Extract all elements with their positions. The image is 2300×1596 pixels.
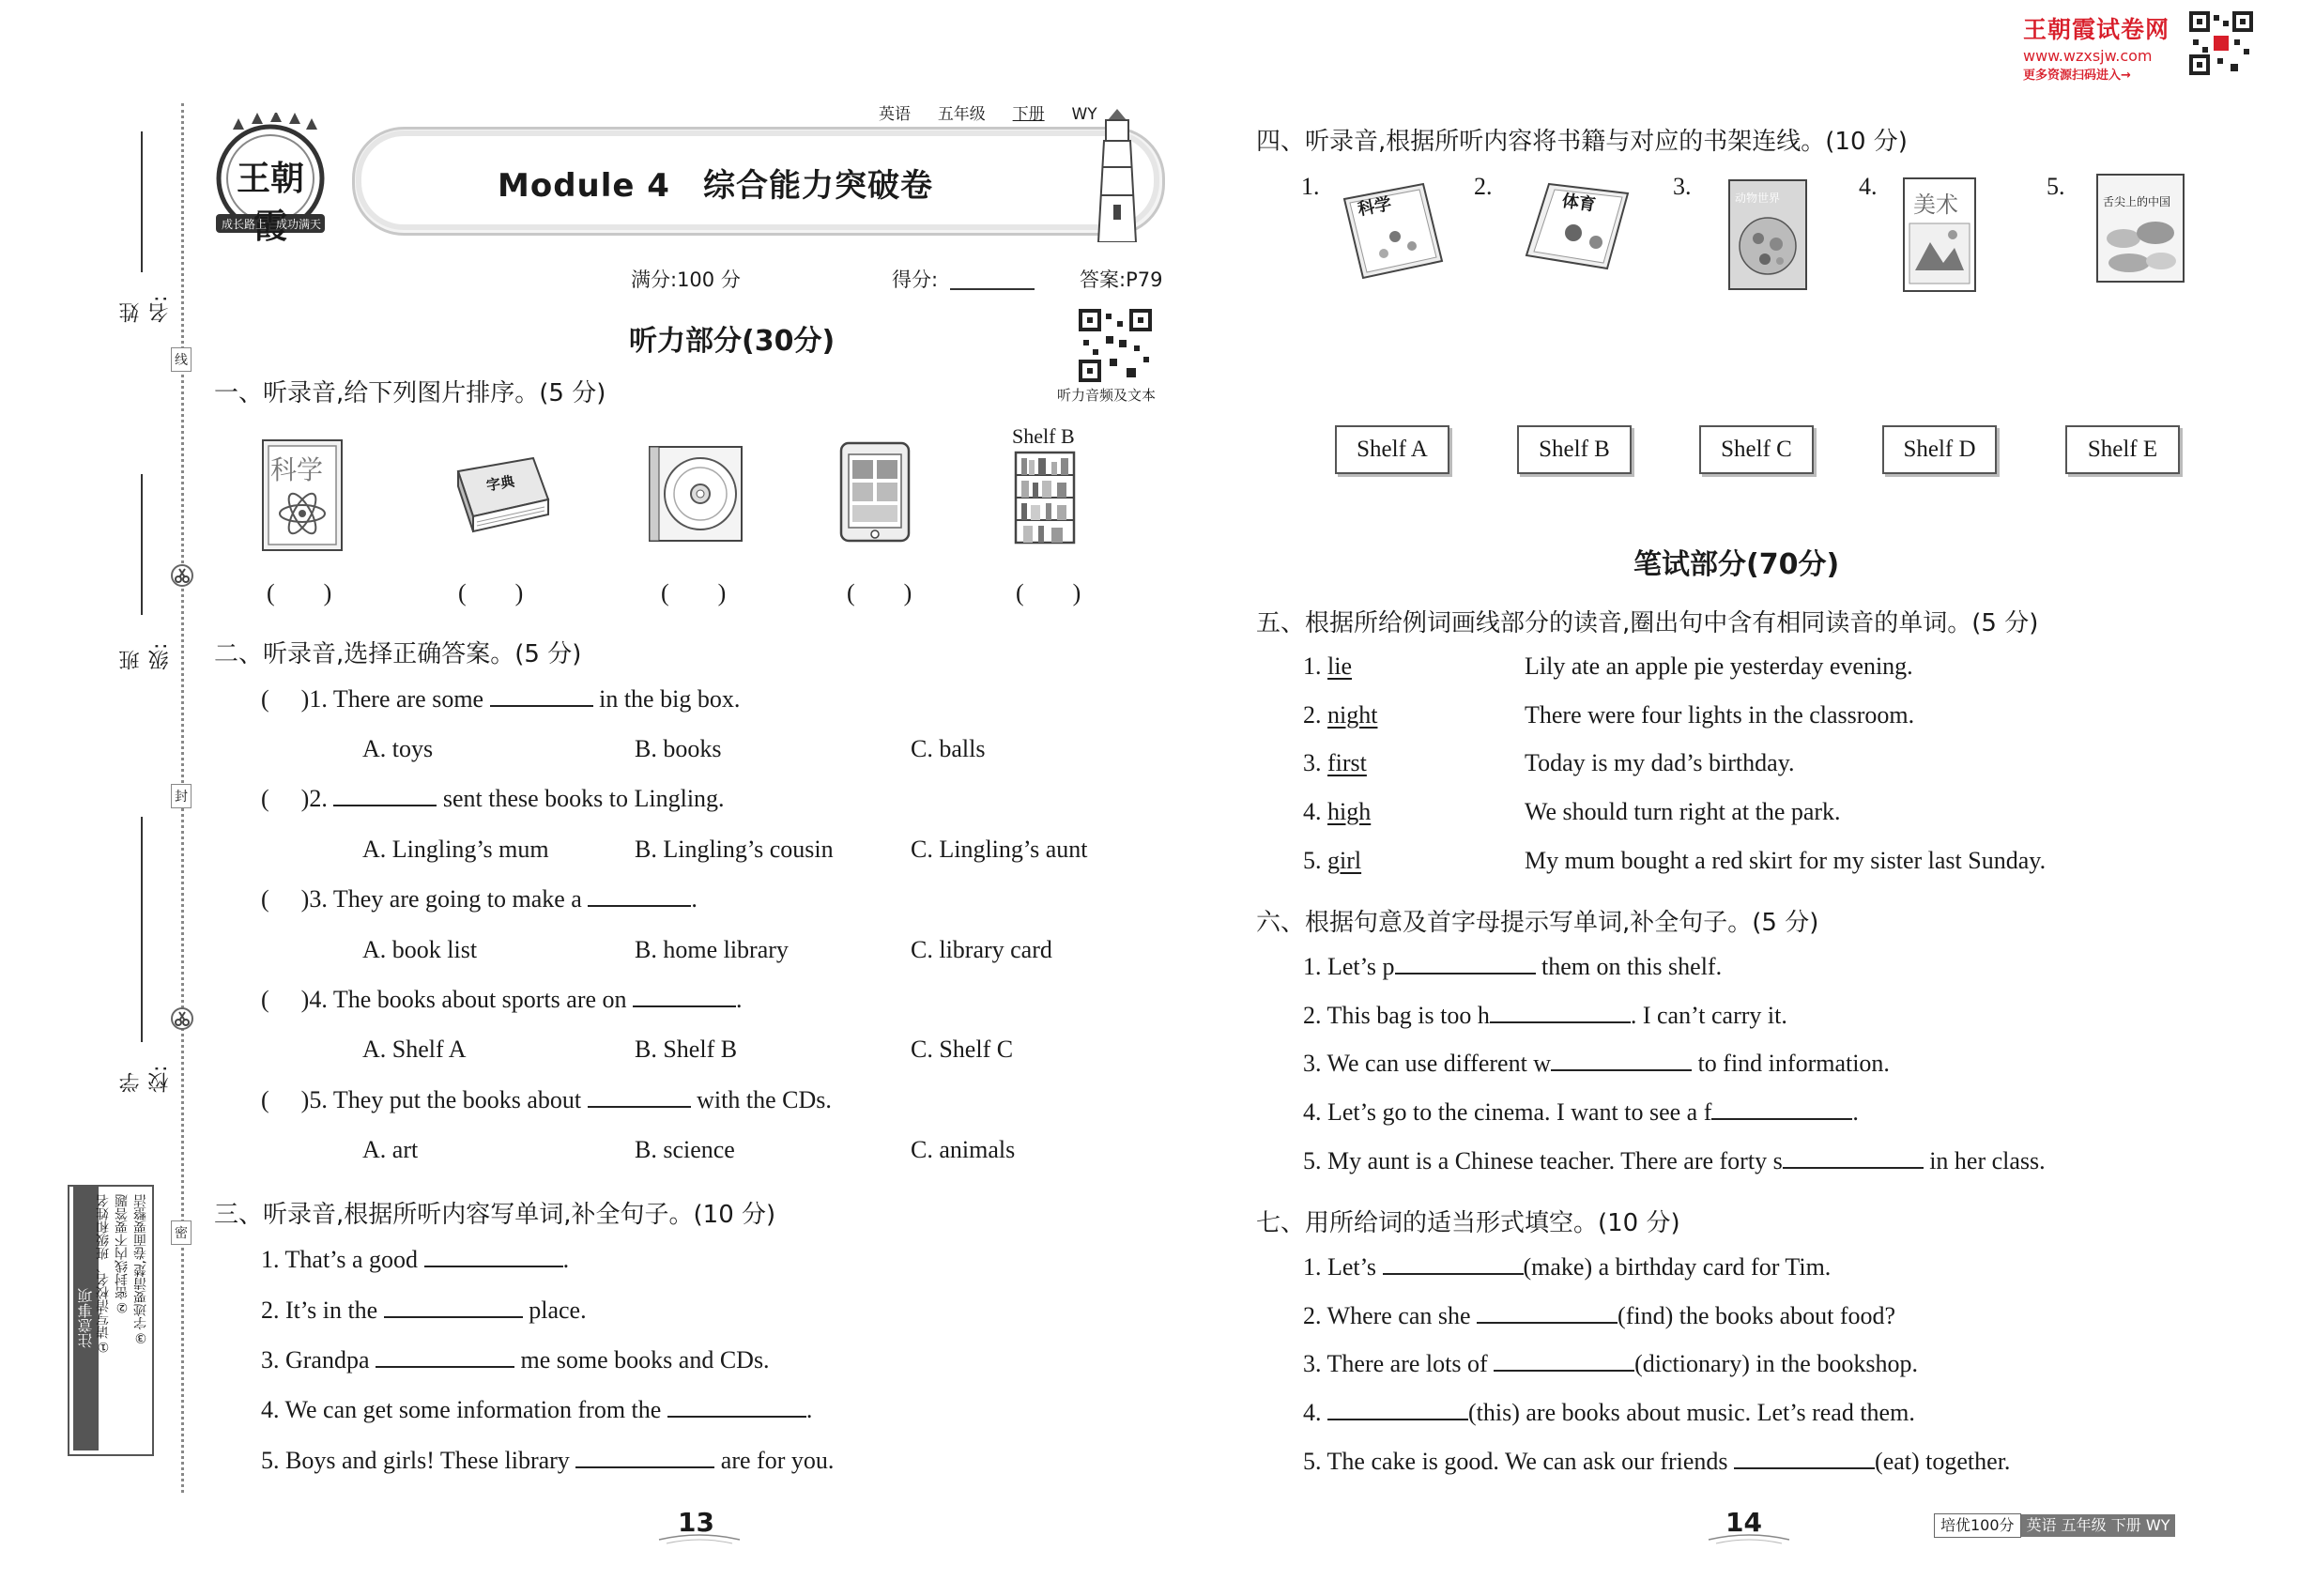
s7-item-5-blank[interactable] (1734, 1449, 1875, 1469)
s4-book-3[interactable] (1727, 178, 1808, 291)
s2-q5-blank[interactable] (588, 1087, 691, 1108)
food-book-icon (2095, 173, 2185, 284)
s5-item-5-num: 5. (1303, 847, 1327, 874)
tablet-icon (837, 439, 912, 545)
s5-item-2-word: night (1327, 701, 1378, 729)
cut-mark-2: 封 (171, 784, 192, 808)
s2-q2-opt-a[interactable]: A. Lingling’s mum (362, 836, 549, 863)
s2-q1-opt-a[interactable]: A. toys (362, 735, 434, 762)
s4-book-4-label: 美术 (1913, 192, 1958, 218)
page-number-left: 13 (678, 1507, 714, 1538)
shelf-d-box[interactable]: Shelf D (1882, 425, 1997, 474)
s3-item-1 (261, 1246, 569, 1274)
s2-q4: ( )4. The books about sports are on . (261, 986, 743, 1013)
s4-num-1: 1. (1301, 173, 1320, 200)
listening-heading: 听力部分(30分) (629, 325, 836, 358)
s6-item-4-a: 4. Let’s go to the cinema. I want to see a f (1303, 1098, 1712, 1126)
full-score: 满分:100 分 (631, 269, 741, 291)
s5-item-4 (1303, 798, 1371, 826)
s3-title: 三、听录音,根据所听内容写单词,补全句子。(10 分) (214, 1201, 776, 1229)
name-label: 姓 名: (119, 282, 172, 323)
shelf-b-box[interactable]: Shelf B (1517, 425, 1632, 474)
s3-item-1-blank[interactable] (424, 1247, 563, 1267)
score-field[interactable] (950, 288, 1035, 290)
s6-item-1-b: them on this shelf. (1541, 953, 1723, 980)
s5-item-5 (1303, 847, 1361, 875)
s5-item-1-num: 1. (1303, 652, 1327, 680)
s1-answer-3[interactable]: ( ) (661, 579, 727, 606)
s6-item-5-a: 5. My aunt is a Chinese teacher. There are forty s (1303, 1147, 1783, 1174)
cd-icon (646, 443, 745, 546)
s2-q4-opt-a[interactable]: A. Shelf A (362, 1036, 467, 1063)
s5-item-3-word: first (1327, 749, 1367, 776)
site-name: 王朝霞试卷网 (2023, 16, 2170, 43)
s6-item-5-b: in her class. (1929, 1147, 2046, 1174)
s6-title: 六、根据句意及首字母提示写单词,补全句子。(5 分) (1256, 909, 1819, 937)
s5-item-3 (1303, 749, 1367, 777)
s5-item-5-word: girl (1327, 847, 1362, 874)
s5-item-4-word: high (1327, 798, 1372, 825)
cut-mark-3: 密 (171, 1220, 192, 1245)
s3-item-2 (261, 1297, 587, 1325)
s5-item-3-sentence[interactable]: Today is my dad’s birthday. (1525, 749, 1795, 776)
s2-q5-opt-c[interactable]: C. animals (911, 1136, 1016, 1163)
s5-item-4-sentence[interactable]: We should turn right at the park. (1525, 798, 1841, 825)
s5-item-4-num: 4. (1303, 798, 1327, 825)
s7-item-5-a: 5. The cake is good. We can ask our friends (1303, 1448, 1728, 1475)
s6-item-5 (1303, 1147, 2046, 1175)
s4-book-2-label: 体育 (1560, 191, 1598, 216)
s3-item-5-a: 5. Boys and girls! These library (261, 1447, 570, 1474)
s6-item-4 (1303, 1098, 1859, 1127)
s3-item-5-blank[interactable] (575, 1448, 714, 1468)
s2-title: 二、听录音,选择正确答案。(5 分) (214, 640, 582, 668)
s3-item-1-b: . (562, 1246, 570, 1273)
s7-item-2-blank[interactable] (1477, 1303, 1618, 1324)
s3-item-2-b: place. (529, 1297, 587, 1324)
s6-item-2-blank[interactable] (1490, 1003, 1631, 1023)
s3-item-3-a: 3. Grandpa (261, 1346, 370, 1373)
meta-tags (879, 100, 1097, 124)
s7-item-3-b: (dictionary) in the bookshop. (1634, 1350, 1918, 1377)
s3-item-3-b: me some books and CDs. (520, 1346, 770, 1373)
s6-item-4-blank[interactable] (1711, 1099, 1852, 1120)
s4-title: 四、听录音,根据所听内容将书籍与对应的书架连线。(10 分) (1256, 128, 1908, 156)
s2-q4-stem-b: . (736, 986, 743, 1013)
s4-book-1[interactable] (1337, 180, 1449, 284)
s2-q1-opt-c[interactable]: C. balls (911, 735, 986, 762)
page-ornament-icon (1707, 1532, 1791, 1545)
s1-answer-5[interactable]: ( ) (1016, 579, 1081, 606)
s2-q3-stem-a: )3. They are going to make a (300, 885, 582, 913)
s2-q5-opt-a[interactable]: A. art (362, 1136, 419, 1163)
audio-qr-code-icon[interactable] (1078, 308, 1153, 383)
brand-slogan-right: 成功满天 (276, 218, 322, 231)
s7-item-3-a: 3. There are lots of (1303, 1350, 1488, 1377)
s5-item-2-num: 2. (1303, 701, 1327, 729)
s7-item-4-b: (this) are books about music. Let’s read them. (1468, 1399, 1915, 1426)
lighthouse-icon (1080, 101, 1155, 242)
s6-item-4-b: . (1852, 1098, 1859, 1126)
s4-book-1-label: 科学 (1356, 193, 1393, 221)
science-book-icon (1337, 180, 1449, 284)
meta-grade: 五年级 (937, 105, 986, 124)
brand-slogan-left: 成长路上 (222, 218, 268, 231)
meta-edition: WY (1071, 105, 1097, 124)
science-book-label: 科学 (270, 454, 324, 485)
s2-q5-stem-b: with the CDs. (697, 1086, 832, 1113)
answer-ref: 答案:P79 (1080, 269, 1163, 291)
s2-q2: ( )2. sent these books to Lingling. (261, 785, 725, 812)
notice-title: 注意事项 (73, 1187, 99, 1450)
s2-q2-opt-b[interactable]: B. Lingling’s cousin (635, 836, 834, 863)
class-field[interactable] (141, 474, 143, 615)
s2-q5: ( )5. They put the books about with the CDs. (261, 1086, 832, 1113)
class-label: 班 级: (119, 629, 172, 670)
series-subject: 英语 (2026, 1516, 2057, 1534)
s1-title: 一、听录音,给下列图片排序。(5 分) (214, 379, 606, 407)
s6-item-2-b: . I can’t carry it. (1630, 1002, 1787, 1029)
s6-item-3-blank[interactable] (1551, 1051, 1692, 1071)
series-edition: WY (2145, 1516, 2170, 1534)
s6-item-2-a: 2. This bag is too h (1303, 1002, 1490, 1029)
s5-title: 五、根据所给例词画线部分的读音,圈出句中含有相同读音的单词。(5 分) (1256, 609, 2039, 637)
s6-item-3-a: 3. We can use different w (1303, 1050, 1552, 1077)
s7-item-5-b: (eat) together. (1875, 1448, 2011, 1475)
brand-name: 王朝霞 (236, 159, 304, 246)
s2-q2-stem-a: )2. (300, 785, 328, 812)
site-brand (2023, 11, 2183, 83)
s7-item-1-b: (make) a birthday card for Tim. (1523, 1253, 1832, 1281)
s5-item-5-sentence[interactable]: My mum bought a red skirt for my sister last Sunday. (1525, 847, 2047, 874)
s5-item-3-num: 3. (1303, 749, 1327, 776)
s2-q1-blank[interactable] (490, 686, 593, 707)
dictionary-image (439, 453, 552, 537)
dictionary-icon (439, 453, 552, 537)
notice-item-3: ③字迹要清楚,卷面要整洁 (133, 1194, 148, 1345)
s4-num-2: 2. (1474, 173, 1493, 200)
brand-logo (205, 113, 336, 246)
s3-item-4-blank[interactable] (667, 1397, 806, 1418)
s3-item-4 (261, 1396, 812, 1424)
s2-q4-opt-c[interactable]: C. Shelf C (911, 1036, 1014, 1063)
s7-item-1-blank[interactable] (1383, 1254, 1524, 1275)
s6-item-5-blank[interactable] (1783, 1148, 1924, 1169)
s6-item-1-blank[interactable] (1395, 954, 1536, 974)
s4-book-2[interactable] (1521, 176, 1633, 274)
notice-item-2: ②密封线内不要答题 (115, 1194, 130, 1314)
audio-qr-caption: 听力音频及文本 (1057, 387, 1157, 404)
site-url[interactable]: www.wzxsjw.com (2023, 47, 2153, 65)
bookshelf-icon (1014, 451, 1076, 545)
s7-item-2-b: (find) the books about food? (1618, 1302, 1896, 1329)
s2-q2-stem-b: sent these books to Lingling. (442, 785, 725, 812)
science-book-image (259, 437, 345, 554)
s2-q1-stem-a: )1. There are some (300, 685, 484, 713)
writing-heading: 笔试部分(70分) (1633, 548, 1840, 581)
s3-item-2-a: 2. It’s in the (261, 1297, 378, 1324)
s2-q3-stem-b: . (691, 885, 698, 913)
s2-q3-blank[interactable] (588, 886, 691, 907)
s3-item-5 (261, 1447, 834, 1475)
s5-item-1-word: lie (1327, 652, 1352, 680)
s2-q4-opt-b[interactable]: B. Shelf B (635, 1036, 738, 1063)
school-label: 学 校: (119, 1051, 172, 1093)
s5-item-1-sentence[interactable]: Lily ate an apple pie yesterday evening. (1525, 652, 1913, 680)
s5-item-1 (1303, 652, 1352, 681)
site-hint: 更多资源扫码进入→ (2023, 69, 2131, 83)
s2-q1: ( )1. There are some in the big box. (261, 685, 741, 713)
s7-item-4-blank[interactable] (1327, 1400, 1468, 1420)
s2-q4-stem-a: )4. The books about sports are on (300, 986, 627, 1013)
notice-box (68, 1185, 154, 1456)
s7-item-1-a: 1. Let’s (1303, 1253, 1376, 1281)
cut-mark-1: 线 (171, 347, 192, 372)
s1-answer-2[interactable]: ( ) (458, 579, 524, 606)
page-title: Module 4 综合能力突破卷 (498, 167, 933, 205)
s7-item-3-blank[interactable] (1494, 1351, 1634, 1372)
s7-title: 七、用所给词的适当形式填空。(10 分) (1256, 1209, 1680, 1237)
s2-q5-opt-b[interactable]: B. science (635, 1136, 735, 1163)
s3-item-1-a: 1. That’s a good (261, 1246, 419, 1273)
shelf-e-box[interactable]: Shelf E (2065, 425, 2180, 474)
s7-item-1 (1303, 1253, 1831, 1281)
scissors-icon (170, 563, 194, 588)
s2-q1-opt-b[interactable]: B. books (635, 735, 722, 762)
s2-q2-blank[interactable] (333, 786, 437, 806)
s2-q1-stem-b: in the big box. (599, 685, 741, 713)
s7-item-2-a: 2. Where can she (1303, 1302, 1471, 1329)
dictionary-label: 字典 (484, 472, 516, 495)
s7-item-3 (1303, 1350, 1918, 1378)
s2-q5-stem-a: )5. They put the books about (300, 1086, 582, 1113)
s4-num-3: 3. (1673, 173, 1692, 200)
series-name: 培优100分 (1934, 1513, 2021, 1538)
s5-item-2-sentence[interactable]: There were four lights in the classroom. (1525, 701, 1915, 729)
series-grade: 五年级 (2061, 1516, 2107, 1534)
s7-item-5 (1303, 1448, 2010, 1476)
s3-item-2-blank[interactable] (384, 1297, 523, 1318)
s7-item-4-a: 4. (1303, 1399, 1322, 1426)
series-badge (1934, 1513, 2175, 1536)
name-field[interactable] (141, 131, 143, 272)
s4-num-5: 5. (2047, 173, 2065, 200)
notice-item-1: ①请写清校名、班级和姓名 (96, 1194, 111, 1354)
s3-item-4-a: 4. We can get some information from the (261, 1396, 662, 1423)
bookshelf-label: Shelf B (1012, 424, 1075, 448)
s3-item-4-b: . (805, 1396, 813, 1423)
s1-answer-1[interactable]: ( ) (267, 579, 332, 606)
s2-q3-opt-a[interactable]: A. book list (362, 936, 478, 963)
s6-item-3-b: to find information. (1697, 1050, 1890, 1077)
school-field[interactable] (141, 817, 143, 1042)
page-number-right: 14 (1725, 1507, 1762, 1538)
meta-volume: 下册 (1012, 105, 1045, 124)
site-qr-code-icon[interactable] (2189, 11, 2253, 75)
s7-item-4 (1303, 1399, 1915, 1427)
s6-item-3 (1303, 1050, 1890, 1078)
s3-item-3 (261, 1346, 770, 1374)
s7-item-2 (1303, 1302, 1895, 1330)
s4-book-5[interactable] (2095, 173, 2185, 284)
s6-item-2 (1303, 1002, 1787, 1030)
series-volume: 下册 (2110, 1516, 2141, 1534)
scissors-icon (170, 1006, 194, 1031)
page-ornament-icon (657, 1532, 742, 1545)
s4-num-4: 4. (1859, 173, 1878, 200)
s1-answer-4[interactable]: ( ) (847, 579, 912, 606)
s2-q4-blank[interactable] (633, 987, 736, 1007)
s2-q3: ( )3. They are going to make a . (261, 885, 698, 913)
score-label: 得分: (892, 269, 939, 291)
s4-book-4[interactable] (1902, 176, 1977, 293)
s2-q3-opt-c[interactable]: C. library card (911, 936, 1052, 963)
s6-item-1 (1303, 953, 1722, 981)
s2-q2-opt-c[interactable]: C. Lingling’s aunt (911, 836, 1088, 863)
s2-q3-opt-b[interactable]: B. home library (635, 936, 789, 963)
s4-book-3-label: 动物世界 (1735, 192, 1781, 205)
shelf-a-box[interactable]: Shelf A (1335, 425, 1449, 474)
s3-item-5-b: are for you. (720, 1447, 835, 1474)
s4-book-5-label: 舌尖上的中国 (2103, 195, 2171, 208)
s3-item-3-blank[interactable] (376, 1347, 514, 1368)
s6-item-1-a: 1. Let’s p (1303, 953, 1395, 980)
shelf-c-box[interactable]: Shelf C (1699, 425, 1814, 474)
meta-subject: 英语 (879, 105, 911, 124)
s5-item-2 (1303, 701, 1377, 729)
